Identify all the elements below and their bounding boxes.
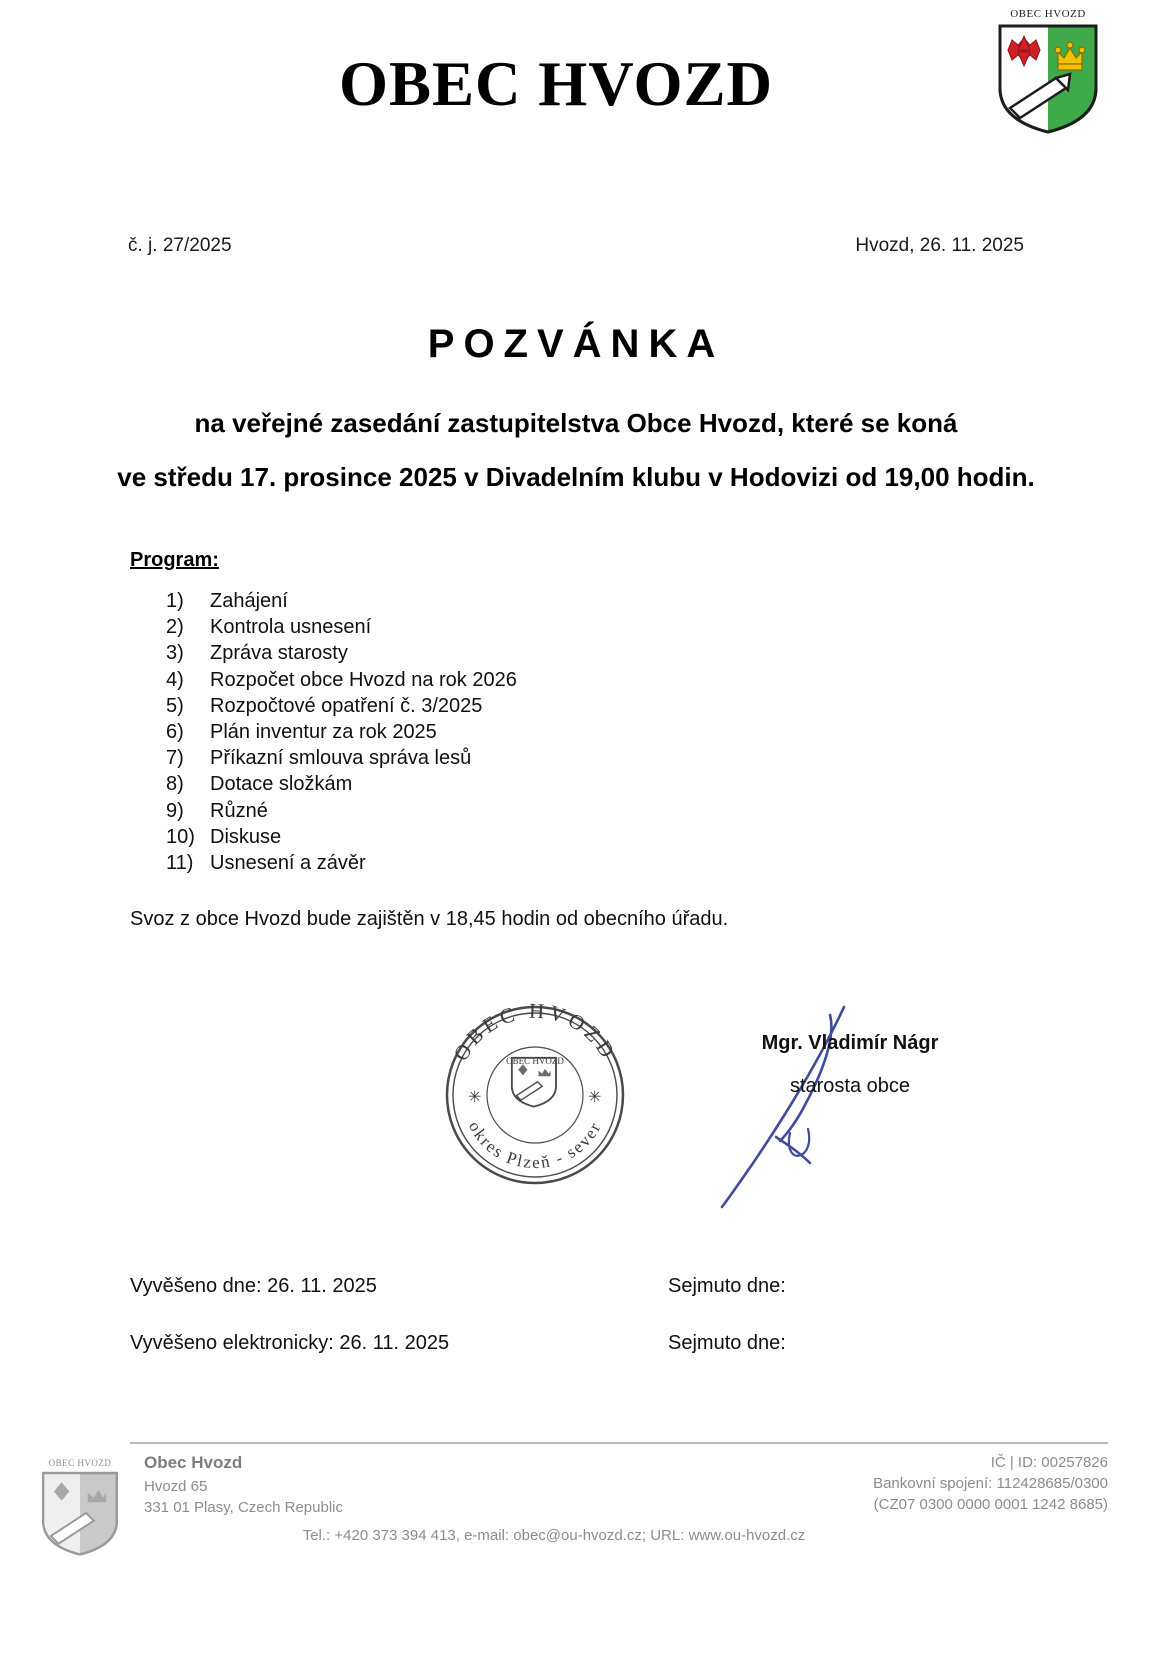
posting-row [130,1332,1022,1355]
list-item [166,693,517,719]
list-item-label: Různé [210,799,268,822]
handwritten-signature [660,985,920,1215]
list-item-label: Příkazní smlouva správa lesů [210,747,472,770]
official-stamp-icon [430,990,640,1200]
footer-crest-icon [40,1458,126,1560]
list-item-number: 6) [166,721,184,744]
posting-row [130,1275,1022,1298]
list-item-number: 2) [166,616,184,639]
list-item-label: Zpráva starosty [210,642,348,665]
footer-bank-account: Bankovní spojení: 112428685/0300 [873,1475,1108,1492]
signer-name: Mgr. Vladimír Nágr [761,1032,939,1054]
list-item [166,614,517,640]
list-item-number: 5) [166,694,184,717]
list-item-label: Dotace složkám [210,773,353,796]
svg-text:okres Plzeň - sever: okres Plzeň - sever [464,1118,606,1173]
footer-address-line1: Hvozd 65 [144,1478,208,1495]
stamp-svg [430,990,640,1200]
list-item [166,798,517,824]
removed-date: Sejmuto dne: [668,1275,786,1297]
invitation-title: POZVÁNKA [427,322,725,366]
list-item [166,745,517,771]
list-item-label: Kontrola usnesení [210,616,372,639]
footer-bank-details [873,1452,1108,1515]
signer-role: starosta obce [789,1075,911,1097]
invitation-subtitle-line2: ve středu 17. prosince 2025 v Divadelním klubu v Hodovizi od 19,00 hodin. [117,462,1035,492]
invitation-subtitle-line1: na veřejné zasedání zastupitelstva Obce Hvozd, které se koná [194,408,958,438]
coat-of-arms-svg [996,22,1100,134]
list-item-label: Usnesení a závěr [210,852,366,875]
footer-address-line2: 331 01 Plasy, Czech Republic [144,1499,343,1516]
list-item [166,824,517,850]
list-item-number: 9) [166,799,184,822]
document-header [0,0,1152,170]
signature-block [690,1032,1010,1098]
reference-line [128,235,1024,257]
posting-dates [130,1275,1022,1389]
stamp-star-right: ✳ [588,1089,602,1106]
footer-divider [130,1442,1108,1444]
list-item-number: 8) [166,773,184,796]
stamp-inner-label: OBEC HVOZD [506,1056,564,1066]
list-item [166,667,517,693]
list-item [166,588,517,614]
list-item-number: 11) [166,852,194,875]
list-item-number: 10) [166,825,195,848]
list-item [166,640,517,666]
footer-crest-label: OBEC HVOZD [48,1458,112,1468]
footer-contact-line: Tel.: +420 373 394 413, e-mail: obec@ou-hvozd.cz; URL: www.ou-hvozd.cz [302,1527,806,1544]
municipal-crest-icon [996,8,1100,140]
footer-org-name: Obec Hvozd [144,1453,243,1472]
list-item-number: 4) [166,668,184,691]
list-item-number: 1) [166,590,184,612]
list-item [166,850,517,876]
document-number: č. j. 27/2025 [128,235,232,256]
list-item-label: Plán inventur za rok 2025 [210,721,437,744]
page-title: OBEC HVOZD [338,49,774,119]
list-item-number: 3) [166,642,184,665]
list-item-label: Diskuse [210,825,282,848]
list-item [166,719,517,745]
removed-date-electronic: Sejmuto dne: [668,1332,786,1354]
list-item [166,771,517,797]
list-item-label: Zahájení [210,590,288,612]
list-item-label: Rozpočet obce Hvozd na rok 2026 [210,668,517,691]
stamp-star-left: ✳ [468,1089,482,1106]
program-heading: Program: [130,549,219,571]
svg-text:OBEC HVOZD: OBEC HVOZD [448,998,622,1066]
list-item-number: 7) [166,747,184,770]
transport-note: Svoz z obce Hvozd bude zajištěn v 18,45 hodin od obecního úřadu. [130,908,729,930]
footer-iban: (CZ07 0300 0000 0001 1242 8685) [873,1496,1108,1513]
footer-address [144,1452,343,1518]
posted-electronically-date: Vyvěšeno elektronicky: 26. 11. 2025 [130,1332,450,1354]
place-and-date: Hvozd, 26. 11. 2025 [855,235,1024,256]
program-list [166,588,517,876]
crest-label: OBEC HVOZD [1010,8,1086,20]
list-item-label: Rozpočtové opatření č. 3/2025 [210,694,483,717]
posted-date: Vyvěšeno dne: 26. 11. 2025 [130,1275,377,1297]
footer-ic: IČ | ID: 00257826 [990,1454,1108,1471]
